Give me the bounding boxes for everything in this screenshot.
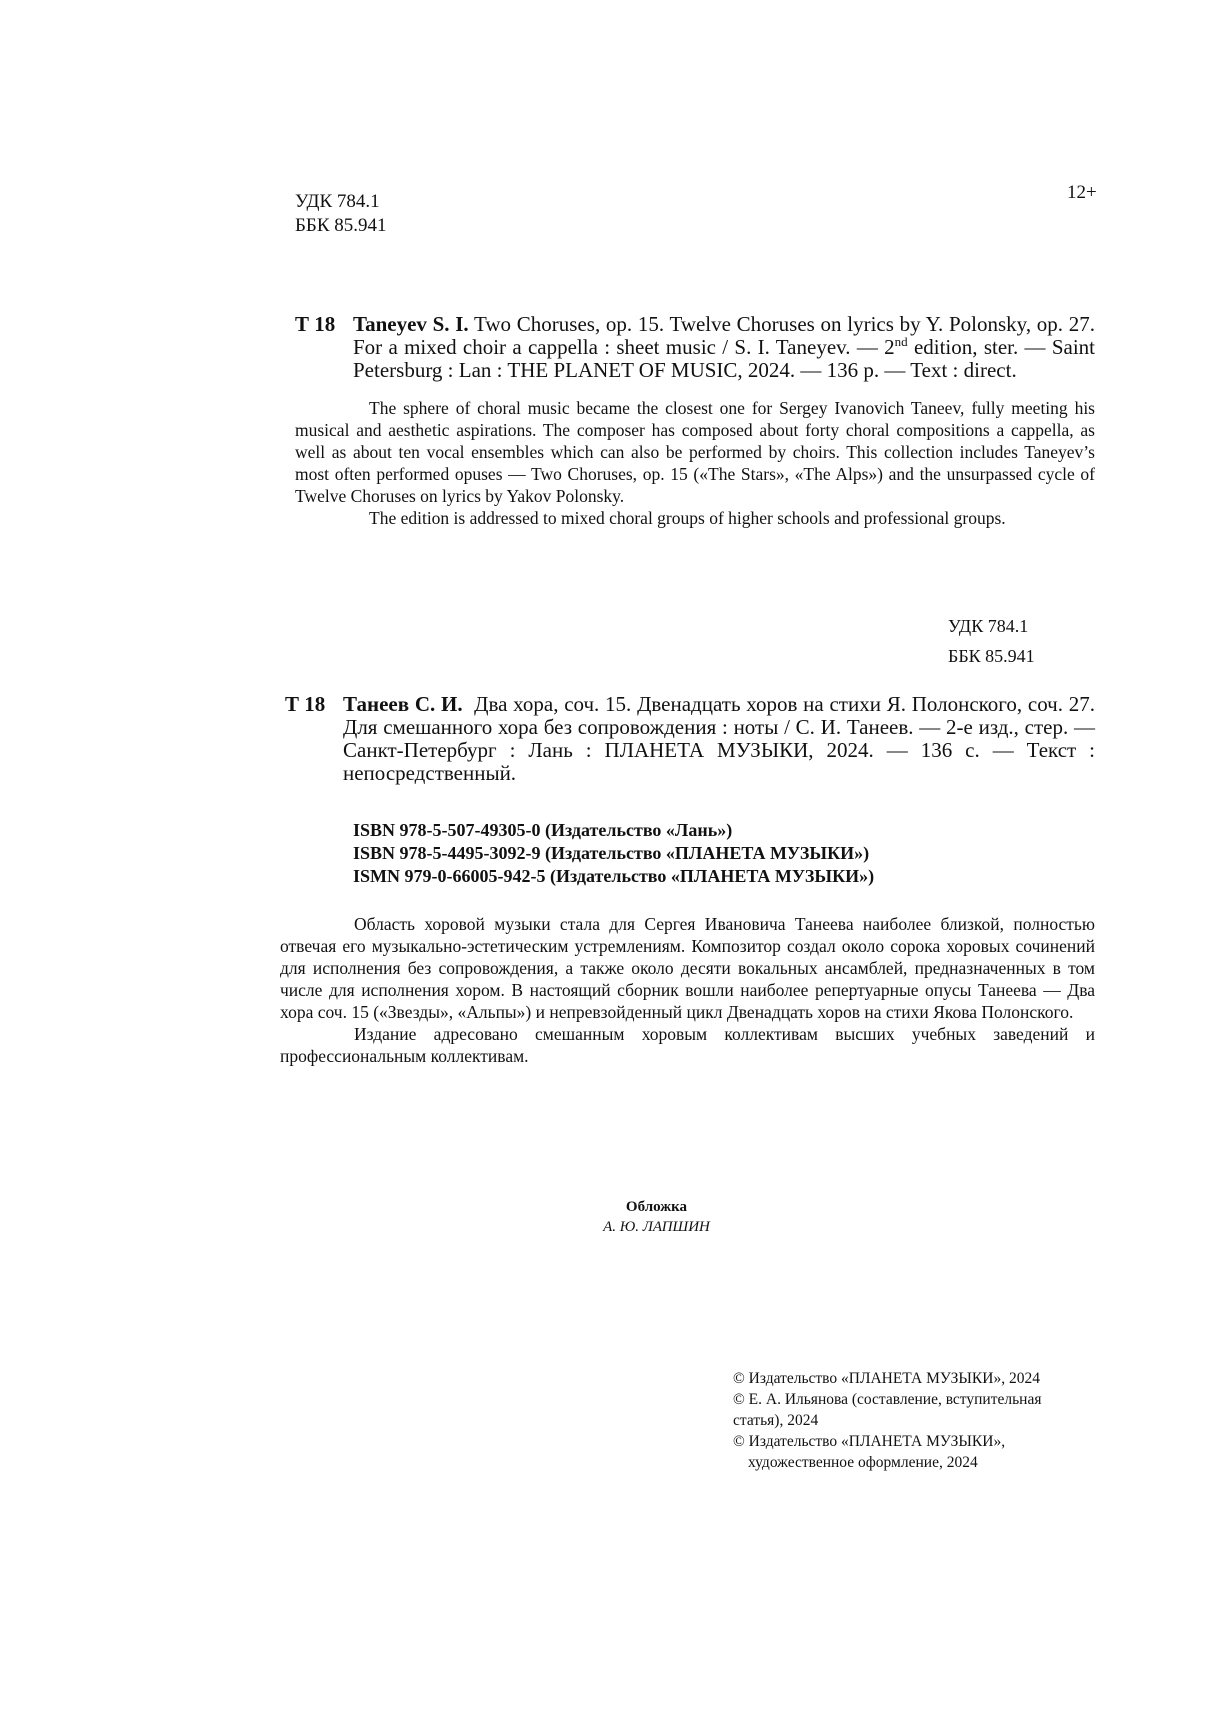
cover-label: Обложка [625, 1199, 688, 1215]
copyright-line: художественное оформление, 2024 [748, 1454, 978, 1471]
copyright-line: © Издательство «ПЛАНЕТА МУЗЫКИ», [733, 1433, 1006, 1450]
copyright-line: © Издательство «ПЛАНЕТА МУЗЫКИ», 2024 [733, 1370, 1040, 1387]
shelf-mark: Т 18 [285, 692, 326, 716]
entry-description: Два хора, соч. 15. Двенадцать хоров на стихи Я. Полонского, соч. 27. Для смешанного хора без сопровождения : ноты / С. И. Танеев. — 2-е изд., стер. — Санкт-Петербург : Лань : ПЛАНЕТА МУЗЫКИ, 2024. — 136 с. — Текст : непосредственный. [343, 692, 1095, 785]
isbn-block [353, 819, 874, 888]
isbn-line: ISBN 978-5-4495-3092-9 (Издательство «ПЛАНЕТА МУЗЫКИ») [353, 843, 870, 863]
author-name: Taneyev S. I. [353, 312, 469, 336]
abstract-russian [280, 913, 1095, 1067]
udk-code: УДК 784.1 [295, 191, 380, 212]
entry-text-part-b: edition, ster. — Saint Petersburg : Lan : THE PLANET OF MUSIC, 2024. — 136 p. — Text : direct. [353, 335, 1096, 382]
age-rating: 12+ [1067, 182, 1097, 203]
abstract-paragraph: Область хоровой музыки стала для Сергея Ивановича Танеева наиболее близкой, полностью отвечая его музыкально-эстетическим устремлениям. Композитор создал около сорока хоровых сочинений для исполнения без сопровождения, а также около десяти вокальных ансамблей, предназначенных в том числе для исполнения хором. В настоящий сборник вошли наиболее репертуарные опусы Танеева — Два хора соч. 15 («Звезды», «Альпы») и непревзойденный цикл Двенадцать хоров на стихи Якова Полонского. [280, 914, 1095, 1022]
abstract-paragraph: Издание адресовано смешанным хоровым коллективам высших учебных заведений и профессиональным коллективам. [280, 1024, 1095, 1066]
copyright-line: © Е. А. Ильянова (составление, вступительная статья), 2024 [733, 1391, 1042, 1429]
catalog-entry-russian [285, 693, 1095, 785]
bbk-code: ББК 85.941 [948, 646, 1035, 666]
isbn-line: ISBN 978-5-507-49305-0 (Издательство «Лань») [353, 820, 733, 840]
catalog-entry-english [295, 313, 1095, 382]
shelf-mark: Т 18 [295, 312, 336, 336]
cover-credit [520, 1197, 793, 1237]
copyright-block [733, 1368, 1093, 1473]
author-name: Танеев С. И. [343, 692, 463, 716]
entry-text-part-a: Two Choruses, op. 15. Twelve Choruses on lyrics by Y. Polonsky, op. 27. For a mixed choir a cappella : sheet music / S. I. Taneyev. — 2 [353, 312, 1095, 359]
ordinal-suffix: nd [894, 334, 908, 349]
abstract-paragraph: The edition is addressed to mixed choral groups of higher schools and professional groups. [369, 508, 1006, 528]
udk-code: УДК 784.1 [948, 616, 1029, 636]
entry-text [353, 313, 1095, 382]
udk-block-middle [948, 611, 1035, 671]
ismn-line: ISMN 979-0-66005-942-5 (Издательство «ПЛАНЕТА МУЗЫКИ») [353, 866, 875, 886]
abstract-paragraph: The sphere of choral music became the closest one for Sergey Ivanovich Taneev, fully meeting his musical and aesthetic aspirations. The composer has composed about forty choral compositions a cappella, as well as about ten vocal ensembles which can also be performed by choirs. This collection includes Taneyev’s most often performed opuses — Two Choruses, op. 15 («The Stars», «The Alps») and the unsurpassed cycle of Twelve Choruses on lyrics by Yakov Polonsky. [295, 398, 1095, 506]
abstract-english [295, 397, 1095, 529]
udk-block-top [295, 190, 387, 238]
bbk-code: ББК 85.941 [295, 215, 387, 236]
entry-text [343, 693, 1095, 785]
cover-artist: А. Ю. ЛАПШИН [603, 1219, 710, 1235]
